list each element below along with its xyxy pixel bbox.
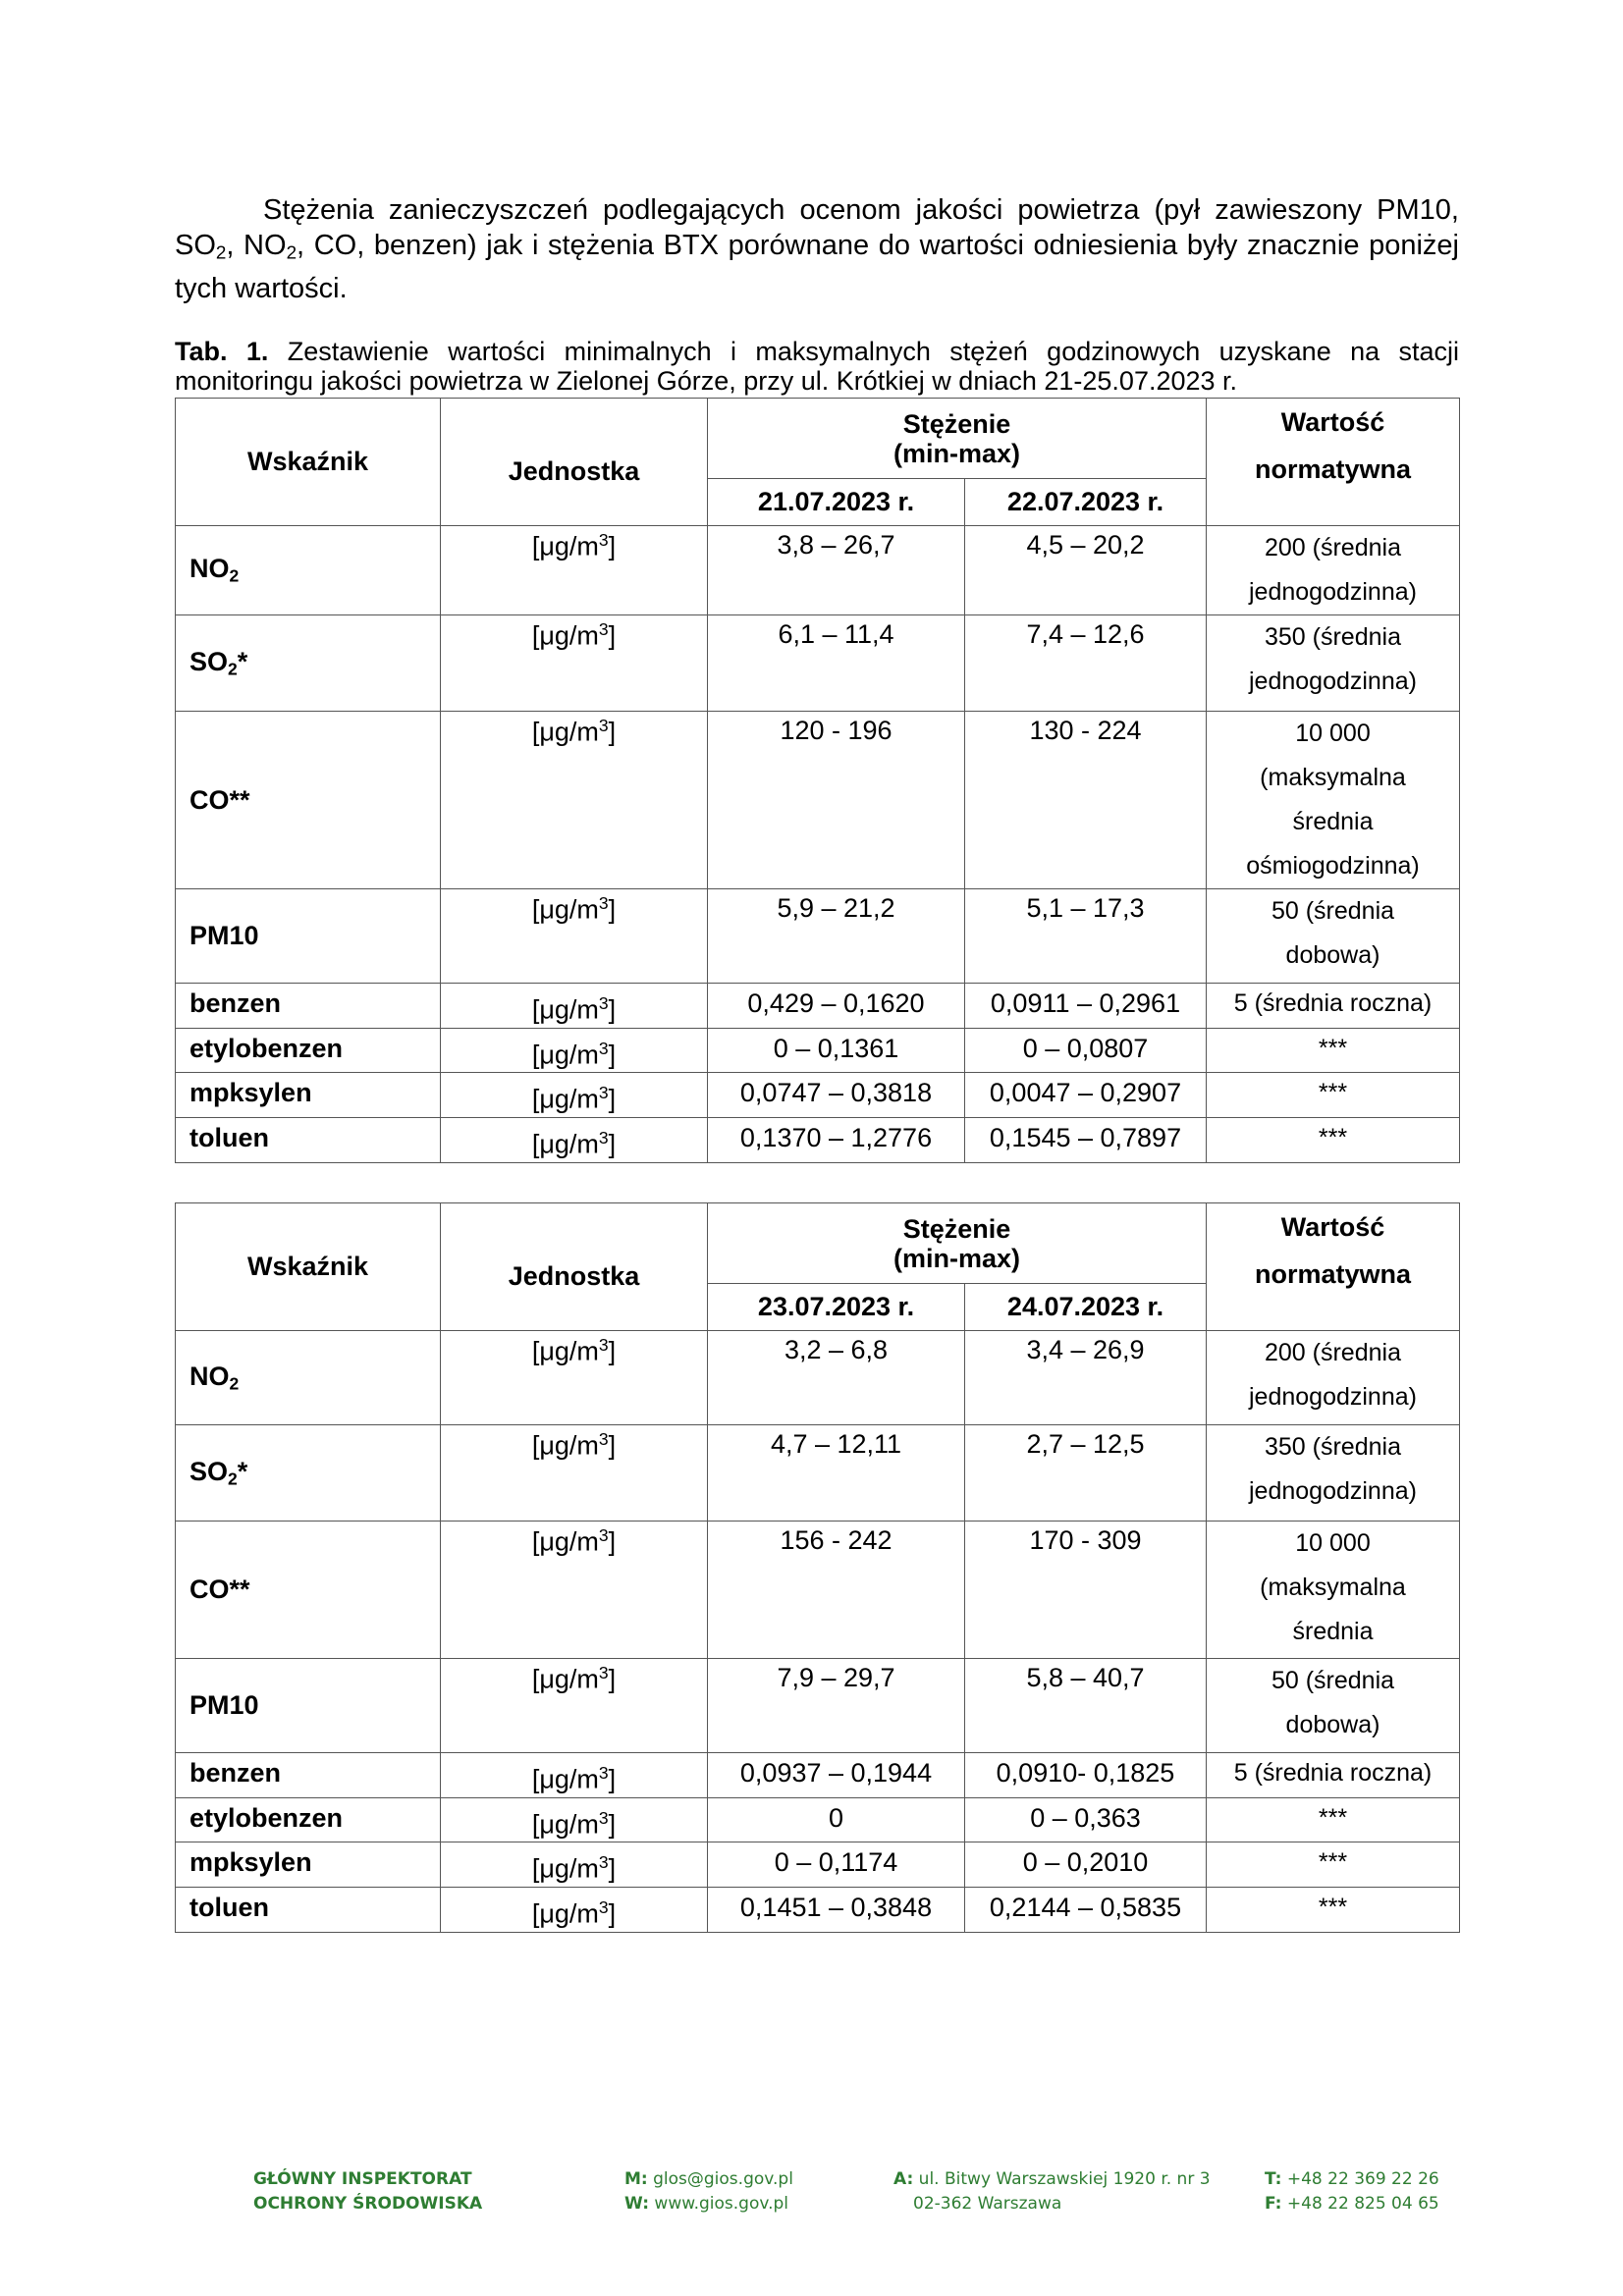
header-indicator-text: Wskaźnik xyxy=(246,1252,369,1281)
header-norm-line2: normatywna xyxy=(1254,1259,1412,1289)
norm-cell xyxy=(1207,1522,1460,1659)
unit-cell xyxy=(441,889,708,984)
norm-line: 50 (średnia xyxy=(1271,897,1395,925)
value-day-2: 5,8 – 40,7 xyxy=(965,1659,1207,1753)
unit-cell xyxy=(441,984,708,1029)
header-unit-text: Jednostka xyxy=(508,1261,640,1291)
value-day-2: 0,1545 – 0,7897 xyxy=(965,1117,1207,1162)
header-conc-line2: (min-max) xyxy=(893,1243,1020,1273)
unit-prefix: [μg/m xyxy=(531,1853,599,1884)
header-unit-text: Jednostka xyxy=(508,456,640,486)
norm-line: 5 (średnia roczna) xyxy=(1233,1759,1433,1787)
table-row xyxy=(176,1425,1460,1522)
indicator-cell xyxy=(176,1331,441,1425)
norm-line: dobowa) xyxy=(1285,1711,1380,1738)
table-row xyxy=(176,1522,1460,1659)
norm-line: 10 000 xyxy=(1295,1529,1371,1557)
indicator-cell xyxy=(176,712,441,889)
indicator-cell xyxy=(176,1028,441,1073)
indicator-cell xyxy=(176,1842,441,1888)
norm-cell xyxy=(1207,1073,1460,1118)
unit-prefix: [μg/m xyxy=(531,1526,599,1557)
table-row xyxy=(176,1842,1460,1888)
footer-mail-link[interactable]: glos@gios.gov.pl xyxy=(647,2169,793,2189)
value-day-1: 0,1370 – 1,2776 xyxy=(708,1117,965,1162)
value-day-1: 4,7 – 12,11 xyxy=(708,1425,965,1522)
unit-suffix: ] xyxy=(608,894,617,925)
norm-line: jednogodzinna) xyxy=(1249,1477,1417,1505)
footer-addr-label: A: xyxy=(893,2169,914,2189)
unit-superscript: 3 xyxy=(598,1663,609,1682)
value-day-2: 4,5 – 20,2 xyxy=(965,526,1207,615)
norm-line: średnia xyxy=(1292,808,1374,835)
indicator-cell xyxy=(176,1425,441,1522)
unit-cell xyxy=(441,1028,708,1073)
indicator-name: NO xyxy=(189,554,230,584)
indicator-subscript: 2 xyxy=(228,1468,238,1489)
unit-cell xyxy=(441,1887,708,1932)
unit-suffix: ] xyxy=(608,1809,617,1840)
norm-line: jednogodzinna) xyxy=(1249,1383,1417,1411)
header-norm-line1: Wartość xyxy=(1280,1212,1385,1242)
indicator-cell xyxy=(176,1117,441,1162)
unit-prefix: [μg/m xyxy=(531,1898,599,1929)
unit-cell xyxy=(441,712,708,889)
indicator-cell xyxy=(176,1659,441,1753)
indicator-name: benzen xyxy=(189,988,282,1018)
unit-cell xyxy=(441,1753,708,1798)
norm-line: *** xyxy=(1318,1079,1348,1107)
indicator-name: mpksylen xyxy=(189,1078,312,1108)
norm-line: 200 (średnia xyxy=(1265,1339,1401,1366)
unit-suffix: ] xyxy=(608,1129,617,1159)
value-day-2: 2,7 – 12,5 xyxy=(965,1425,1207,1522)
footer-fax-label: F: xyxy=(1265,2194,1282,2214)
value-day-2: 0,2144 – 0,5835 xyxy=(965,1887,1207,1932)
header-date-1-text: 23.07.2023 r. xyxy=(757,1292,915,1321)
unit-cell xyxy=(441,1425,708,1522)
header-unit xyxy=(441,1203,708,1331)
table-row xyxy=(176,984,1460,1029)
indicator-cell xyxy=(176,1073,441,1118)
unit-superscript: 3 xyxy=(598,1127,609,1148)
header-conc-line1: Stężenie xyxy=(902,408,1011,439)
footer-phone xyxy=(1265,2167,1439,2216)
intro-sub-no2: 2 xyxy=(286,241,298,263)
norm-cell xyxy=(1207,526,1460,615)
norm-cell xyxy=(1207,1887,1460,1932)
norm-cell xyxy=(1207,984,1460,1029)
norm-line: *** xyxy=(1318,1893,1348,1921)
unit-prefix: [μg/m xyxy=(531,1084,599,1114)
norm-line: 50 (średnia xyxy=(1271,1667,1395,1694)
indicator-name: toluen xyxy=(189,1892,269,1922)
header-norm-line1: Wartość xyxy=(1280,407,1385,437)
unit-cell xyxy=(441,1522,708,1659)
indicator-suffix: * xyxy=(237,1456,248,1486)
unit-suffix: ] xyxy=(608,717,617,747)
table-row xyxy=(176,1659,1460,1753)
unit-prefix: [μg/m xyxy=(531,1809,599,1840)
indicator-name: SO xyxy=(189,1456,229,1486)
footer-address xyxy=(893,2167,1211,2216)
unit-suffix: ] xyxy=(608,1664,617,1694)
unit-suffix: ] xyxy=(608,1430,617,1461)
value-day-1: 3,8 – 26,7 xyxy=(708,526,965,615)
unit-prefix: [μg/m xyxy=(531,717,599,747)
table-row xyxy=(176,526,1460,615)
header-date-1 xyxy=(708,1284,965,1331)
norm-line: *** xyxy=(1318,1803,1348,1832)
unit-prefix: [μg/m xyxy=(531,531,599,561)
header-date-2-text: 22.07.2023 r. xyxy=(1006,487,1164,516)
indicator-cell xyxy=(176,1522,441,1659)
value-day-2: 0,0911 – 0,2961 xyxy=(965,984,1207,1029)
header-date-1 xyxy=(708,479,965,526)
norm-line: ośmiogodzinna) xyxy=(1246,852,1420,880)
indicator-subscript: 2 xyxy=(229,565,240,586)
unit-superscript: 3 xyxy=(598,1807,609,1828)
unit-superscript: 3 xyxy=(598,716,609,735)
indicator-subscript: 2 xyxy=(229,1373,240,1394)
header-norm-line2: normatywna xyxy=(1254,454,1412,484)
indicator-name: mpksylen xyxy=(189,1847,312,1878)
unit-suffix: ] xyxy=(608,1898,617,1929)
unit-superscript: 3 xyxy=(598,1763,609,1783)
value-day-2: 7,4 – 12,6 xyxy=(965,615,1207,712)
header-date-2-text: 24.07.2023 r. xyxy=(1006,1292,1164,1321)
value-day-2: 0 – 0,363 xyxy=(965,1797,1207,1842)
indicator-name: etylobenzen xyxy=(189,1033,344,1063)
norm-line: jednogodzinna) xyxy=(1249,578,1417,606)
unit-cell xyxy=(441,1331,708,1425)
unit-suffix: ] xyxy=(608,1526,617,1557)
norm-cell xyxy=(1207,1842,1460,1888)
table-row xyxy=(176,1887,1460,1932)
norm-line: 350 (średnia xyxy=(1265,623,1401,651)
indicator-name: NO xyxy=(189,1361,230,1391)
norm-line: 200 (średnia xyxy=(1265,534,1401,561)
norm-cell xyxy=(1207,1028,1460,1073)
header-date-2 xyxy=(965,479,1207,526)
footer-organization xyxy=(253,2167,482,2216)
unit-suffix: ] xyxy=(608,994,617,1025)
footer-fax-value: +48 22 825 04 65 xyxy=(1281,2194,1439,2214)
intro-text-1: Stężenia zanieczyszczeń podlegających ocenom jakości powietrza (pył zawieszony PM10, SO xyxy=(175,194,1459,261)
unit-cell xyxy=(441,1117,708,1162)
unit-superscript: 3 xyxy=(598,1335,609,1355)
value-day-1: 0 xyxy=(708,1797,965,1842)
unit-superscript: 3 xyxy=(598,1852,609,1873)
unit-superscript: 3 xyxy=(598,530,609,550)
norm-cell xyxy=(1207,1797,1460,1842)
table-row xyxy=(176,712,1460,889)
norm-cell xyxy=(1207,1425,1460,1522)
unit-suffix: ] xyxy=(608,1853,617,1884)
indicator-name: PM10 xyxy=(189,921,259,950)
indicator-cell xyxy=(176,1887,441,1932)
value-day-1: 3,2 – 6,8 xyxy=(708,1331,965,1425)
footer-addr-line1: ul. Bitwy Warszawskiej 1920 r. nr 3 xyxy=(913,2169,1211,2189)
norm-cell xyxy=(1207,712,1460,889)
unit-superscript: 3 xyxy=(598,1038,609,1058)
header-indicator xyxy=(176,399,441,526)
value-day-1: 0,429 – 0,1620 xyxy=(708,984,965,1029)
caption-label: Tab. 1. xyxy=(175,337,269,366)
value-day-1: 0 – 0,1361 xyxy=(708,1028,965,1073)
header-norm xyxy=(1207,1203,1460,1331)
header-date-1-text: 21.07.2023 r. xyxy=(757,487,915,516)
norm-cell xyxy=(1207,1117,1460,1162)
unit-superscript: 3 xyxy=(598,993,609,1013)
header-conc-line2: (min-max) xyxy=(893,438,1020,468)
value-day-1: 6,1 – 11,4 xyxy=(708,615,965,712)
footer-web-label: W: xyxy=(624,2194,650,2214)
unit-cell xyxy=(441,1797,708,1842)
value-day-1: 0,1451 – 0,3848 xyxy=(708,1887,965,1932)
header-indicator xyxy=(176,1203,441,1331)
indicator-subscript: 2 xyxy=(228,659,238,679)
unit-prefix: [μg/m xyxy=(531,620,599,651)
unit-cell xyxy=(441,526,708,615)
unit-prefix: [μg/m xyxy=(531,1664,599,1694)
indicator-cell xyxy=(176,984,441,1029)
norm-line: *** xyxy=(1318,1123,1348,1151)
unit-cell xyxy=(441,1842,708,1888)
unit-suffix: ] xyxy=(608,620,617,651)
norm-cell xyxy=(1207,615,1460,712)
indicator-cell xyxy=(176,1753,441,1798)
intro-paragraph xyxy=(175,192,1459,306)
table-row xyxy=(176,1117,1460,1162)
norm-line: 5 (średnia roczna) xyxy=(1233,989,1433,1017)
norm-line: 350 (średnia xyxy=(1265,1433,1401,1461)
indicator-cell xyxy=(176,615,441,712)
footer-org-line1: GŁÓWNY INSPEKTORAT xyxy=(253,2169,472,2189)
table-row xyxy=(176,615,1460,712)
indicator-cell xyxy=(176,1797,441,1842)
norm-line: średnia xyxy=(1292,1618,1374,1645)
indicator-name: CO** xyxy=(189,1575,250,1604)
concentration-table-1 xyxy=(175,398,1460,1163)
table-row xyxy=(176,1753,1460,1798)
value-day-2: 0,0910- 0,1825 xyxy=(965,1753,1207,1798)
norm-line: jednogodzinna) xyxy=(1249,667,1417,695)
unit-superscript: 3 xyxy=(598,1083,609,1103)
concentration-table-2 xyxy=(175,1202,1460,1933)
norm-line: (maksymalna xyxy=(1260,1574,1406,1601)
footer-contact-web xyxy=(624,2167,793,2216)
header-conc-line1: Stężenie xyxy=(902,1213,1011,1244)
norm-line: 10 000 xyxy=(1295,720,1371,747)
indicator-cell xyxy=(176,526,441,615)
unit-prefix: [μg/m xyxy=(531,1336,599,1366)
norm-line: (maksymalna xyxy=(1260,764,1406,791)
norm-cell xyxy=(1207,1331,1460,1425)
intro-text-2: , NO xyxy=(226,230,287,261)
table-row xyxy=(176,1028,1460,1073)
norm-cell xyxy=(1207,889,1460,984)
indicator-cell xyxy=(176,889,441,984)
value-day-1: 156 - 242 xyxy=(708,1522,965,1659)
unit-cell xyxy=(441,1659,708,1753)
value-day-2: 0,0047 – 0,2907 xyxy=(965,1073,1207,1118)
caption-text: Zestawienie wartości minimalnych i maksymalnych stężeń godzinowych uzyskane na stacji monitoringu jakości powietrza w Zielonej Górze, przy ul. Krótkiej w dniach 21-25.07.2023 r. xyxy=(175,337,1459,396)
indicator-name: benzen xyxy=(189,1758,282,1788)
unit-prefix: [μg/m xyxy=(531,1040,599,1070)
header-concentration xyxy=(708,1203,1207,1284)
table-caption xyxy=(175,337,1459,396)
table-row xyxy=(176,1797,1460,1842)
unit-suffix: ] xyxy=(608,1040,617,1070)
value-day-2: 0 – 0,0807 xyxy=(965,1028,1207,1073)
value-day-2: 170 - 309 xyxy=(965,1522,1207,1659)
unit-prefix: [μg/m xyxy=(531,894,599,925)
unit-prefix: [μg/m xyxy=(531,1430,599,1461)
unit-superscript: 3 xyxy=(598,1896,609,1917)
header-indicator-text: Wskaźnik xyxy=(246,447,369,476)
value-day-1: 5,9 – 21,2 xyxy=(708,889,965,984)
header-unit xyxy=(441,399,708,526)
unit-suffix: ] xyxy=(608,1084,617,1114)
header-concentration xyxy=(708,399,1207,479)
table-row xyxy=(176,1073,1460,1118)
unit-superscript: 3 xyxy=(598,619,609,639)
footer-addr-line2: 02-362 Warszawa xyxy=(913,2194,1062,2214)
unit-prefix: [μg/m xyxy=(531,1129,599,1159)
intro-text-3: , CO, benzen) jak i stężenia BTX porównane do wartości odniesienia były znacznie poniżej tych wartości. xyxy=(175,230,1459,304)
footer-org-line2: OCHRONY ŚRODOWISKA xyxy=(253,2194,483,2214)
indicator-name: SO xyxy=(189,646,229,676)
value-day-2: 5,1 – 17,3 xyxy=(965,889,1207,984)
norm-cell xyxy=(1207,1753,1460,1798)
value-day-1: 0,0937 – 0,1944 xyxy=(708,1753,965,1798)
footer-mail-label: M: xyxy=(624,2169,648,2189)
norm-cell xyxy=(1207,1659,1460,1753)
footer-tel-value: +48 22 369 22 26 xyxy=(1281,2169,1439,2189)
unit-superscript: 3 xyxy=(598,893,609,913)
value-day-1: 0,0747 – 0,3818 xyxy=(708,1073,965,1118)
footer-tel-label: T: xyxy=(1265,2169,1282,2189)
indicator-suffix: * xyxy=(237,646,248,676)
header-date-2 xyxy=(965,1284,1207,1331)
footer-web-link[interactable]: www.gios.gov.pl xyxy=(649,2194,789,2214)
intro-sub-so2: 2 xyxy=(215,241,227,263)
unit-superscript: 3 xyxy=(598,1525,609,1545)
unit-prefix: [μg/m xyxy=(531,994,599,1025)
unit-superscript: 3 xyxy=(598,1429,609,1449)
table-row xyxy=(176,889,1460,984)
indicator-name: etylobenzen xyxy=(189,1802,344,1833)
value-day-1: 0 – 0,1174 xyxy=(708,1842,965,1888)
value-day-2: 3,4 – 26,9 xyxy=(965,1331,1207,1425)
header-norm xyxy=(1207,399,1460,526)
indicator-name: CO** xyxy=(189,784,250,815)
norm-line: *** xyxy=(1318,1848,1348,1877)
value-day-2: 130 - 224 xyxy=(965,712,1207,889)
table-row xyxy=(176,1331,1460,1425)
indicator-name: toluen xyxy=(189,1122,269,1152)
value-day-1: 7,9 – 29,7 xyxy=(708,1659,965,1753)
unit-prefix: [μg/m xyxy=(531,1764,599,1794)
unit-suffix: ] xyxy=(608,1764,617,1794)
value-day-1: 120 - 196 xyxy=(708,712,965,889)
unit-cell xyxy=(441,615,708,712)
unit-cell xyxy=(441,1073,708,1118)
unit-suffix: ] xyxy=(608,1336,617,1366)
indicator-name: PM10 xyxy=(189,1690,259,1720)
norm-line: *** xyxy=(1318,1034,1348,1062)
value-day-2: 0 – 0,2010 xyxy=(965,1842,1207,1888)
norm-line: dobowa) xyxy=(1285,941,1380,969)
unit-suffix: ] xyxy=(608,531,617,561)
